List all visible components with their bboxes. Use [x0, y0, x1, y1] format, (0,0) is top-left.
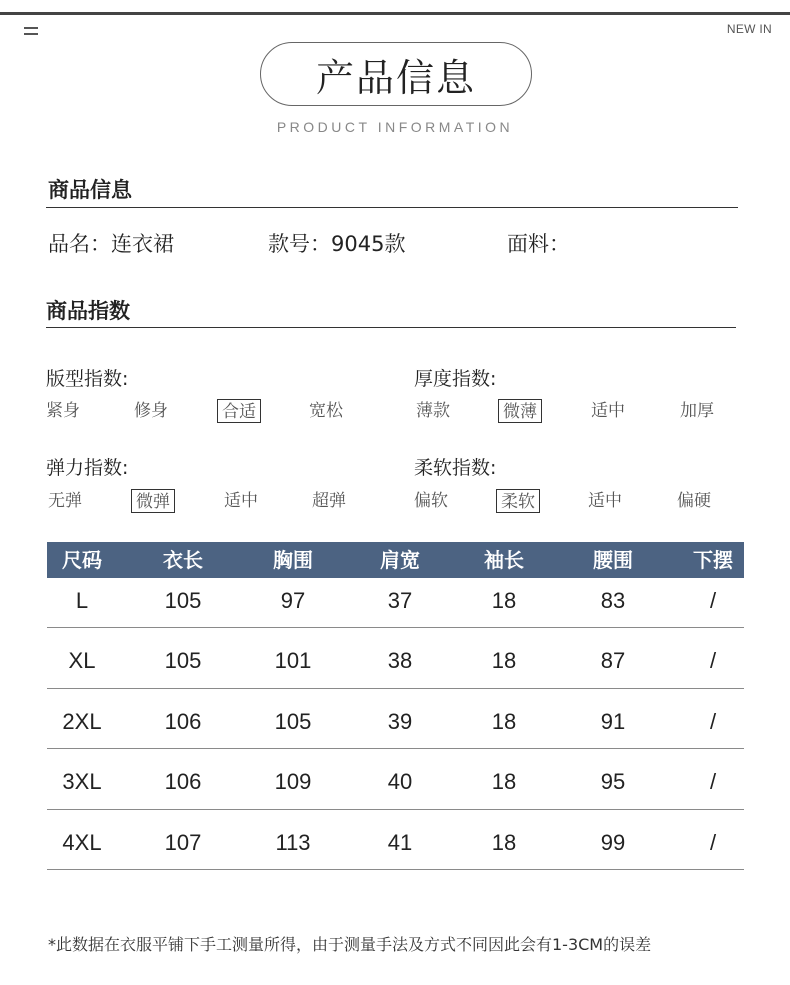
top-border — [0, 12, 790, 15]
table-cell: / — [709, 588, 717, 613]
table-cell: 38 — [387, 648, 413, 673]
table-cell: 2XL — [62, 708, 102, 734]
table-cell: 18 — [491, 769, 517, 794]
table-cell: 97 — [280, 588, 306, 613]
index-option: 适中 — [588, 491, 622, 511]
table-cell: 105 — [164, 648, 202, 673]
table-cell: / — [709, 769, 717, 794]
column-header: 肩宽 — [380, 548, 420, 572]
table-cell: 107 — [164, 829, 202, 855]
index-option-selected: 柔软 — [496, 489, 540, 513]
product-name: 品名：连衣裙 — [48, 232, 174, 256]
table-row — [47, 628, 744, 689]
table-cell: L — [75, 588, 89, 613]
index-option: 偏硬 — [677, 491, 711, 511]
table-cell: 105 — [164, 588, 202, 613]
index-option: 适中 — [591, 401, 625, 421]
index-option: 薄款 — [416, 401, 450, 421]
table-row — [47, 749, 744, 810]
index-option-selected: 微薄 — [498, 399, 542, 423]
page-subtitle: PRODUCT INFORMATION — [276, 119, 514, 135]
table-row — [47, 810, 744, 871]
index-label: 版型指数: — [46, 368, 129, 390]
measurement-footnote: *此数据在衣服平铺下手工测量所得，由于测量手法及方式不同因此会有1-3CM的误差 — [48, 935, 652, 954]
index-option: 紧身 — [46, 401, 80, 421]
table-cell: 39 — [387, 708, 413, 734]
new-in-label: NEW IN — [726, 22, 772, 36]
product-index-heading: 商品指数 — [46, 299, 130, 323]
table-cell: 18 — [491, 829, 517, 855]
column-header: 袖长 — [484, 548, 524, 572]
index-option-selected: 合适 — [217, 399, 261, 423]
column-header: 衣长 — [163, 548, 203, 572]
table-cell: 40 — [387, 769, 413, 794]
table-row — [47, 689, 744, 750]
index-label: 柔软指数: — [414, 457, 497, 479]
index-option: 宽松 — [309, 401, 343, 421]
table-row — [47, 578, 744, 628]
index-option: 无弹 — [48, 491, 82, 511]
index-option: 适中 — [224, 491, 258, 511]
table-cell: 4XL — [62, 829, 102, 855]
table-cell: XL — [68, 648, 96, 673]
table-cell: 113 — [275, 829, 311, 855]
size-table-header — [47, 542, 744, 578]
index-option: 修身 — [134, 401, 168, 421]
table-cell: / — [709, 708, 717, 734]
column-header: 尺码 — [62, 548, 102, 572]
index-option: 偏软 — [414, 491, 448, 511]
table-cell: 41 — [387, 829, 413, 855]
row-divider — [47, 869, 744, 870]
table-cell: 106 — [164, 769, 202, 794]
fabric: 面料： — [507, 232, 570, 256]
index-option-selected: 微弹 — [131, 489, 175, 513]
product-info-divider — [46, 207, 738, 208]
index-option: 加厚 — [680, 401, 714, 421]
table-cell: 3XL — [62, 769, 102, 794]
table-cell: 18 — [491, 708, 517, 734]
column-header: 腰围 — [593, 548, 633, 572]
table-cell: 101 — [274, 648, 312, 673]
table-cell: 106 — [164, 708, 202, 734]
table-cell: / — [709, 648, 717, 673]
table-cell: 37 — [387, 588, 413, 613]
index-option: 超弹 — [312, 491, 346, 511]
page-title: 产品信息 — [260, 42, 532, 106]
table-cell: 95 — [600, 769, 626, 794]
column-header: 胸围 — [273, 548, 313, 572]
table-cell: 83 — [600, 588, 626, 613]
menu-icon[interactable] — [24, 27, 38, 36]
index-label: 厚度指数: — [414, 368, 497, 390]
table-cell: 18 — [491, 588, 517, 613]
table-cell: 109 — [274, 769, 312, 794]
table-cell: / — [709, 829, 717, 855]
index-label: 弹力指数: — [46, 457, 129, 479]
table-cell: 18 — [491, 648, 517, 673]
table-cell: 105 — [274, 708, 312, 734]
product-info-heading: 商品信息 — [48, 178, 132, 202]
product-index-divider — [46, 327, 736, 328]
table-cell: 91 — [600, 708, 626, 734]
column-header: 下摆 — [693, 548, 733, 572]
table-cell: 87 — [600, 648, 626, 673]
style-number: 款号：9045款 — [268, 232, 406, 256]
table-cell: 99 — [600, 829, 626, 855]
